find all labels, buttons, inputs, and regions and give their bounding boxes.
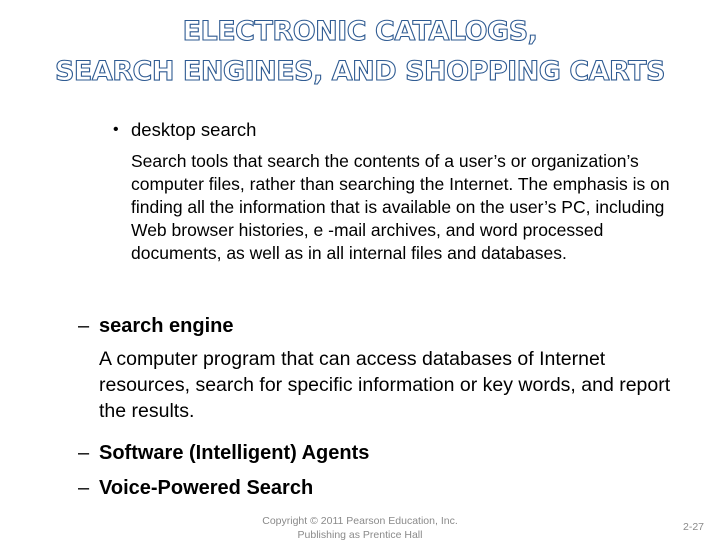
term-voice-powered-search: Voice-Powered Search: [99, 477, 314, 499]
title-line-1: ELECTRONIC CATALOGS,: [182, 16, 538, 47]
bullet-dot: •: [113, 121, 119, 138]
footer-line-1: Copyright © 2011 Pearson Education, Inc.: [262, 515, 458, 527]
term-search-engine: search engine: [99, 315, 234, 337]
slide-title: [0, 12, 720, 92]
dash-bullet: –: [78, 477, 90, 499]
dash-bullet: –: [78, 315, 90, 337]
copyright-footer: [240, 514, 480, 542]
dash-bullet: –: [78, 442, 90, 464]
title-line-2: SEARCH ENGINES, AND SHOPPING CARTS: [54, 56, 665, 87]
page-number: 2-27: [682, 521, 704, 533]
term-desktop-search: desktop search: [131, 119, 257, 140]
footer-line-2: Publishing as Prentice Hall: [297, 529, 423, 541]
desktop-search-description: Search tools that search the contents of a user’s or organization’s computer files, rather than searching the Internet. The emphasis is on finding all the information that is available on the user’s PC, including Web browser histories, e -mail archives, and word processed documents, as well as in all internal files and databases.: [131, 151, 670, 263]
term-software-agents: Software (Intelligent) Agents: [99, 442, 370, 464]
search-engine-description: A computer program that can access databases of Internet resources, search for specific information or key words, and report the results.: [99, 348, 671, 422]
